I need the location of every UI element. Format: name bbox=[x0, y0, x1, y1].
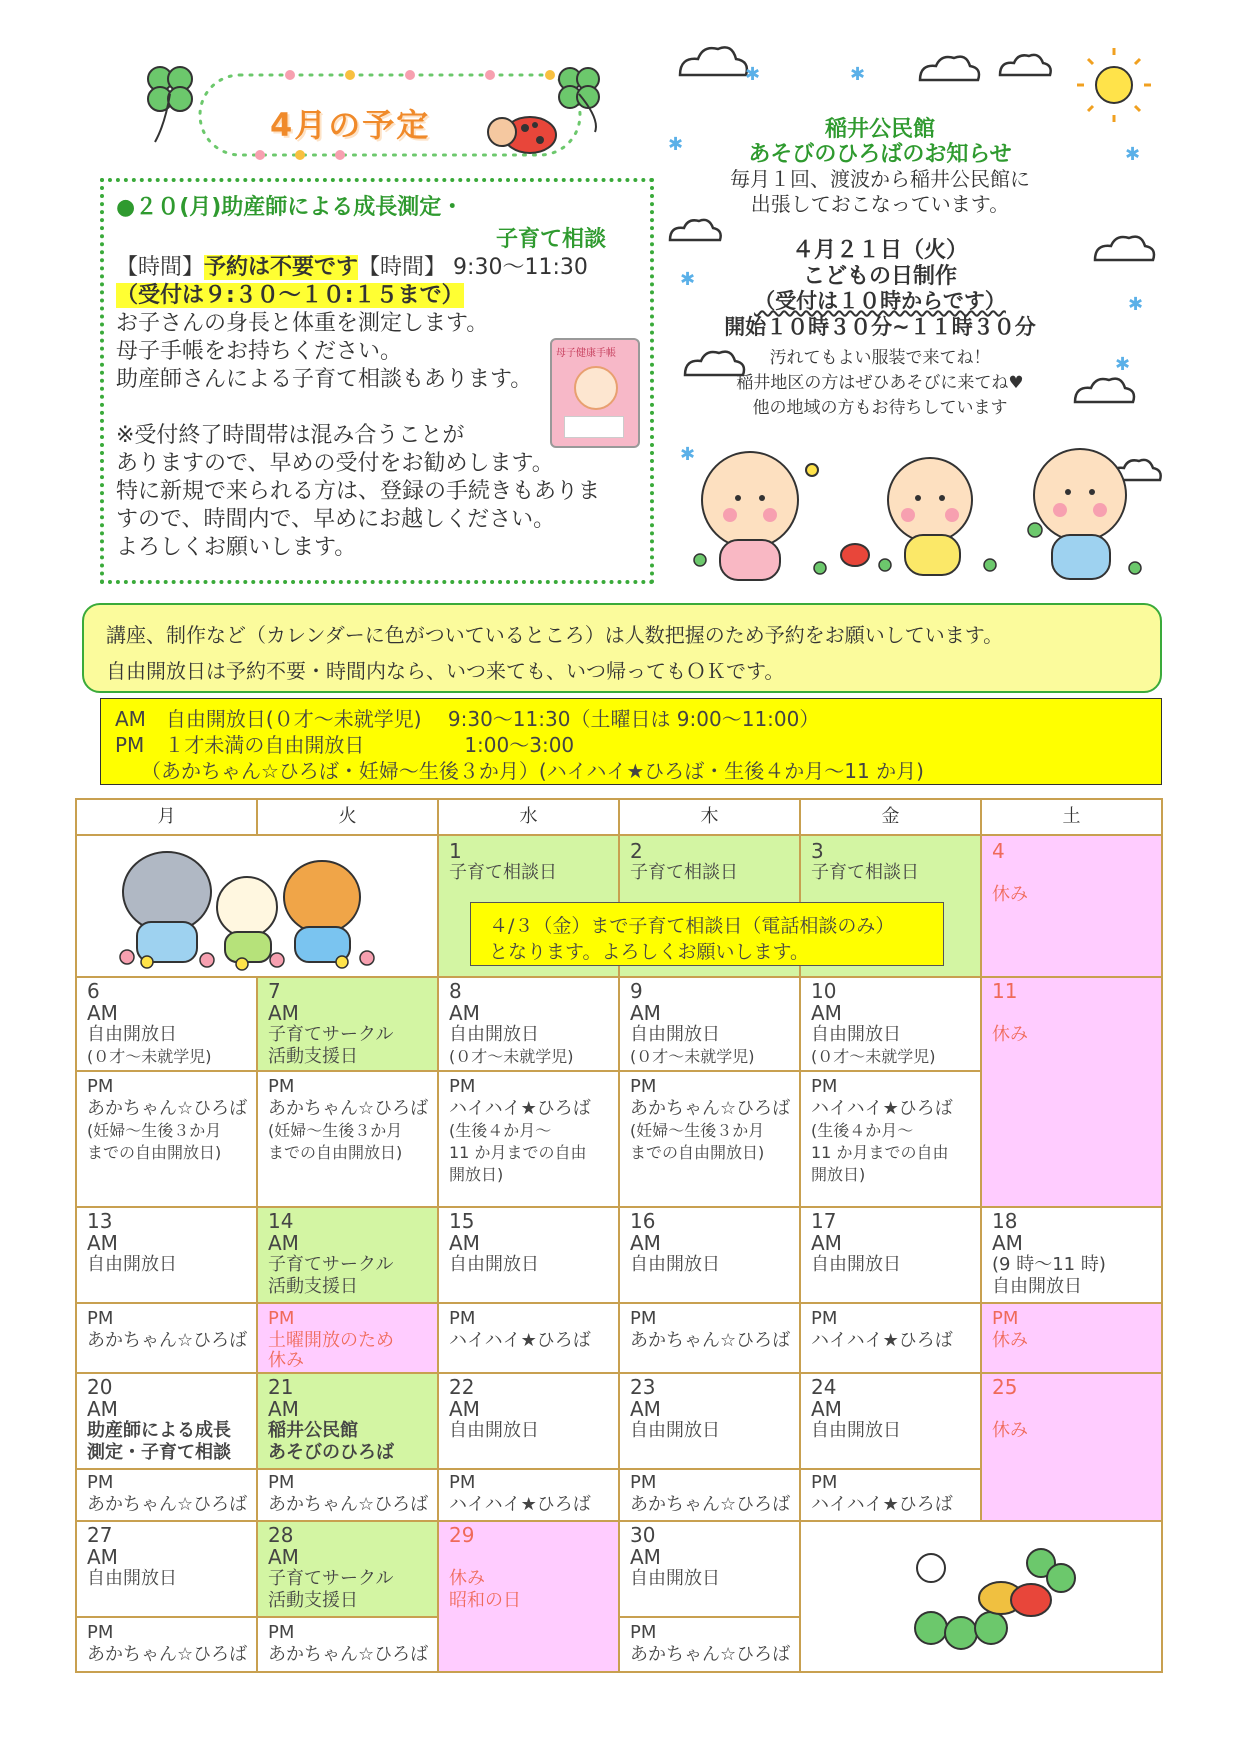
svg-text:✱: ✱ bbox=[850, 64, 866, 85]
weekday-header-sat: 土 bbox=[982, 800, 1163, 836]
calendar-day-16-pm: PM あかちゃん☆ひろば bbox=[620, 1304, 801, 1374]
calendar-day-30-am: 30 AM 自由開放日 bbox=[620, 1522, 801, 1618]
calendar-day-3: 3 子育て相談日 bbox=[801, 836, 982, 978]
clover-icon bbox=[545, 64, 615, 134]
maternal-handbook-icon: 母子健康手帳 bbox=[550, 338, 640, 448]
body-line: すので、時間内で、早めにお越しください。 bbox=[116, 507, 556, 532]
svg-text:✱: ✱ bbox=[745, 64, 761, 85]
calendar-day-14-pm: PM 土曜開放のため 休み bbox=[258, 1304, 439, 1374]
calendar-illustration-cell bbox=[801, 1522, 1163, 1673]
svg-text:✱: ✱ bbox=[1125, 144, 1141, 165]
body-line: 母子手帳をお持ちください。 bbox=[116, 339, 403, 364]
calendar-day-2: 2 子育て相談日 bbox=[620, 836, 801, 978]
calendar-day-10-am: 10 AM 自由開放日 (０才～未就学児) bbox=[801, 978, 982, 1072]
calendar-day-8-pm: PM ハイハイ★ひろば (生後４か月～ 11 か月までの自由 開放日) bbox=[439, 1072, 620, 1208]
event-note: 他の地域の方もお待ちしています bbox=[752, 398, 1008, 418]
body-line: お子さんの身長と体重を測定します。 bbox=[116, 311, 489, 336]
calendar-day-22-am: 22 AM 自由開放日 bbox=[439, 1374, 620, 1470]
event-note: 稲井地区の方はぜひあそびに来てね♥ bbox=[736, 373, 1024, 393]
schedule-box bbox=[100, 698, 1162, 785]
svg-text:✱: ✱ bbox=[1128, 294, 1144, 315]
calendar-day-10-pm: PM ハイハイ★ひろば (生後４か月～ 11 か月までの自由 開放日) bbox=[801, 1072, 982, 1208]
event-time: 開始１０時３０分~１１時３０分 bbox=[724, 315, 1036, 339]
calendar-day-21-pm: PM あかちゃん☆ひろば bbox=[258, 1470, 439, 1522]
clover-icon bbox=[135, 64, 205, 144]
reservation-note: 予約は不要です bbox=[204, 255, 359, 280]
notice-time-row: 【時間】予約は不要です【時間】 9:30～11:30 bbox=[116, 255, 588, 280]
svg-text:✱: ✱ bbox=[680, 444, 696, 465]
body-line: 特に新規で来られる方は、登録の手続きもありま bbox=[116, 479, 601, 504]
weekday-header-mon: 月 bbox=[77, 800, 258, 836]
svg-text:✱: ✱ bbox=[680, 269, 696, 290]
calendar-day-20-am: 20 AM 助産師による成長 測定・子育て相談 bbox=[77, 1374, 258, 1470]
calendar-day-23-pm: PM あかちゃん☆ひろば bbox=[620, 1470, 801, 1522]
body-line: 助産師さんによる子育て相談もあります。 bbox=[116, 367, 533, 392]
notice-heading: ●２０(月)助産師による成長測定・ bbox=[116, 195, 464, 220]
schedule-line: AM 自由開放日(０才～未就学児) 9:30～11:30（土曜日は 9:00～11:00） bbox=[115, 707, 820, 731]
calendar-day-17-pm: PM ハイハイ★ひろば bbox=[801, 1304, 982, 1374]
calendar-day-27-am: 27 AM 自由開放日 bbox=[77, 1522, 258, 1618]
right-notice-desc: 出張しておこなっています。 bbox=[750, 192, 1010, 216]
calendar-day-17-am: 17 AM 自由開放日 bbox=[801, 1208, 982, 1304]
weekday-header-fri: 金 bbox=[801, 800, 982, 836]
reservation-notice bbox=[82, 603, 1162, 693]
calendar-day-14-am: 14 AM 子育てサークル 活動支援日 bbox=[258, 1208, 439, 1304]
svg-text:✱: ✱ bbox=[668, 134, 684, 155]
notice-line: 自由開放日は予約不要・時間内なら、いつ来ても、いつ帰ってもＯＫです。 bbox=[106, 659, 785, 683]
calendar-day-22-pm: PM ハイハイ★ひろば bbox=[439, 1470, 620, 1522]
calendar-day-8-am: 8 AM 自由開放日 (０才～未就学児) bbox=[439, 978, 620, 1072]
event-name: こどもの日制作 bbox=[802, 264, 957, 289]
notice-heading-2: 子育て相談 bbox=[496, 227, 607, 252]
calendar-day-29: 29 休み 昭和の日 bbox=[439, 1522, 620, 1673]
phone-consultation-note: ４/３（金）まで子育て相談日（電話相談のみ） となります。よろしくお願いします。 bbox=[470, 902, 944, 966]
right-notice-subtitle: あそびのひろばのお知らせ bbox=[748, 142, 1012, 167]
calendar-day-13-pm: PM あかちゃん☆ひろば bbox=[77, 1304, 258, 1374]
reception-time: （受付は９:３０～１０:１５まで） bbox=[116, 283, 464, 308]
calendar-day-15-pm: PM ハイハイ★ひろば bbox=[439, 1304, 620, 1374]
calendar-day-18-pm: PM 休み bbox=[982, 1304, 1163, 1374]
notice-line: 講座、制作など（カレンダーに色がついているところ）は人数把握のため予約をお願いしています。 bbox=[106, 623, 1004, 647]
calendar-day-1: 1 子育て相談日 bbox=[439, 836, 620, 978]
calendar-day-6-am: 6 AM 自由開放日 (０才～未就学児) bbox=[77, 978, 258, 1072]
calendar-day-9-am: 9 AM 自由開放日 (０才～未就学児) bbox=[620, 978, 801, 1072]
page-title: 4月の予定 bbox=[270, 106, 431, 144]
event-note: 汚れてもよい服装で来てね！ bbox=[769, 348, 991, 368]
calendar-day-25: 25 休み bbox=[982, 1374, 1163, 1522]
calendar-day-7-pm: PM あかちゃん☆ひろば (妊婦～生後３か月 までの自由開放日) bbox=[258, 1072, 439, 1208]
calendar-day-18-am: 18 AM (9 時～11 時) 自由開放日 bbox=[982, 1208, 1163, 1304]
calendar-day-16-am: 16 AM 自由開放日 bbox=[620, 1208, 801, 1304]
calendar-day-24-pm: PM ハイハイ★ひろば bbox=[801, 1470, 982, 1522]
calendar-day-7-am: 7 AM 子育てサークル 活動支援日 bbox=[258, 978, 439, 1072]
body-line: ※受付終了時間帯は混み合うことが bbox=[116, 423, 465, 448]
calendar-day-15-am: 15 AM 自由開放日 bbox=[439, 1208, 620, 1304]
calendar-day-4: 4 休み bbox=[982, 836, 1163, 978]
calendar-day-9-pm: PM あかちゃん☆ひろば (妊婦～生後３か月 までの自由開放日) bbox=[620, 1072, 801, 1208]
calendar-day-27-pm: PM あかちゃん☆ひろば bbox=[77, 1618, 258, 1673]
body-line: よろしくお願いします。 bbox=[116, 535, 357, 560]
calendar-day-21-am: 21 AM 稲井公民館 あそびのひろば bbox=[258, 1374, 439, 1470]
clover-ladybug-illustration bbox=[891, 1538, 1091, 1658]
calendar-day-23-am: 23 AM 自由開放日 bbox=[620, 1374, 801, 1470]
calendar-day-6-pm: PM あかちゃん☆ひろば (妊婦～生後３か月 までの自由開放日) bbox=[77, 1072, 258, 1208]
schedule-line: （あかちゃん☆ひろば・妊婦～生後３か月）(ハイハイ★ひろば・生後４か月～11 か月) bbox=[141, 759, 924, 783]
calendar-day-20-pm: PM あかちゃん☆ひろば bbox=[77, 1470, 258, 1522]
calendar-day-28-pm: PM あかちゃん☆ひろば bbox=[258, 1618, 439, 1673]
calendar-day-13-am: 13 AM 自由開放日 bbox=[77, 1208, 258, 1304]
event-date: ４月２１日（火） bbox=[791, 238, 968, 263]
left-notice-box bbox=[100, 178, 654, 584]
calendar-day-28-am: 28 AM 子育てサークル 活動支援日 bbox=[258, 1522, 439, 1618]
body-line: ありますので、早めの受付をお勧めします。 bbox=[116, 451, 554, 476]
calendar-day-24-am: 24 AM 自由開放日 bbox=[801, 1374, 982, 1470]
time-range: 9:30～11:30 bbox=[453, 255, 588, 280]
weekday-header-tue: 火 bbox=[258, 800, 439, 836]
calendar-day-11: 11 休み bbox=[982, 978, 1163, 1208]
weekday-header-wed: 水 bbox=[439, 800, 620, 836]
calendar-illustration-cell bbox=[77, 836, 439, 978]
weekday-header-thu: 木 bbox=[620, 800, 801, 836]
event-reception: （受付は１０時からです） bbox=[754, 289, 1006, 313]
schedule-line: PM １才未満の自由開放日 1:00～3:00 bbox=[115, 733, 575, 757]
svg-text:✱: ✱ bbox=[1115, 354, 1131, 375]
right-notice-desc: 毎月１回、渡波から稲井公民館に bbox=[730, 167, 1030, 191]
animals-illustration bbox=[107, 842, 387, 972]
children-illustration bbox=[690, 440, 1160, 590]
right-notice-title: 稲井公民館 bbox=[824, 117, 935, 142]
calendar-day-30-pm: PM あかちゃん☆ひろば bbox=[620, 1618, 801, 1673]
